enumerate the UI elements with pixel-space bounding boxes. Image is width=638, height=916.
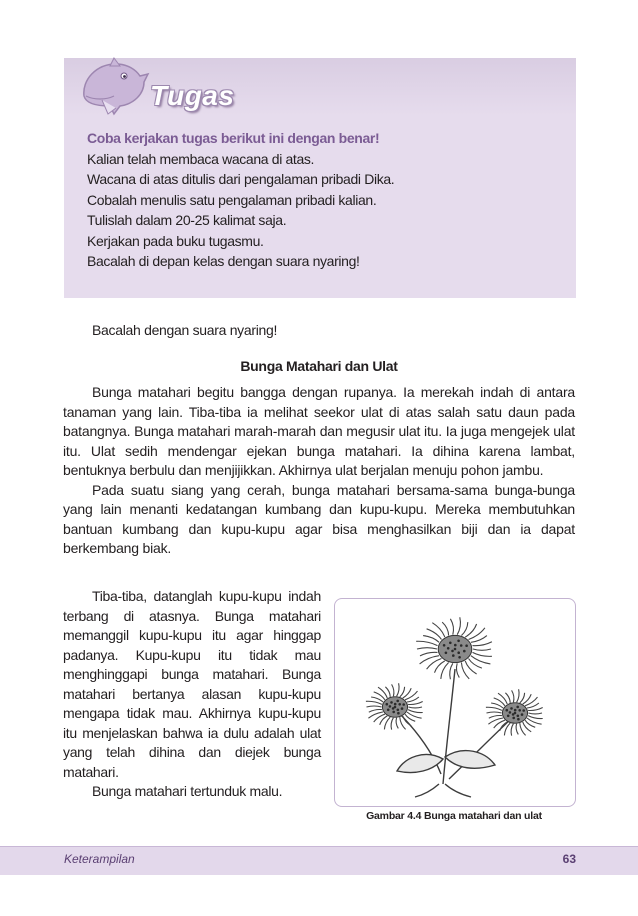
reading-instruction: Bacalah dengan suara nyaring! — [92, 322, 278, 338]
tugas-line: Wacana di atas ditulis dari pengalaman pribadi Dika. — [87, 171, 395, 187]
story-body-full-width — [63, 383, 575, 559]
sunflower-head — [416, 617, 492, 679]
sunflower-head — [366, 683, 423, 729]
dolphin-mascot-icon — [74, 56, 154, 118]
story-paragraph: Bunga matahari tertunduk malu. — [92, 783, 283, 799]
tugas-line: Tulislah dalam 20-25 kalimat saja. — [87, 212, 287, 228]
tugas-line: Bacalah di depan kelas dengan suara nyaring! — [87, 253, 360, 269]
tugas-lead-line: Coba kerjakan tugas berikut ini dengan benar! — [87, 130, 380, 146]
tugas-line: Cobalah menulis satu pengalaman pribadi kalian. — [87, 191, 377, 208]
footer-subject: Keterampilan — [64, 852, 135, 866]
figure-frame — [334, 598, 576, 807]
tugas-line: Kerjakan pada buku tugasmu. — [87, 232, 264, 249]
tugas-line: Kalian telah membaca wacana di atas. — [87, 150, 315, 167]
tugas-title: Tugas — [150, 80, 235, 111]
sunflower-head — [486, 689, 543, 735]
story-paragraph: Bunga matahari begitu bangga dengan rupanya. Ia merekah indah di antara tanaman yang lain. Tiba-tiba ia melihat seekor ulat di atas salah satu daun pada batangnya. Bunga matahari marah-marah dan megusir ulat itu. Ia juga mengejek ulat itu. Ulat sedih mendengar ejekan bunga matahari. Ia dihina karena lambat, bentuknya berbulu dan menjijikkan. Akhirnya ulat berjalan menuju pohon jambu. — [63, 384, 575, 478]
story-paragraph: Pada suatu siang yang cerah, bunga matahari bersama-sama bunga-bunga yang lain menanti kedatangan kumbang dan kupu-kupu. Mereka membutuhkan bantuan kumbang dan kupu-kupu agar bisa menghasilkan biji dan ia dapat berkembang biak. — [63, 481, 575, 556]
story-title: Bunga Matahari dan Ulat — [240, 358, 398, 374]
figure-caption: Gambar 4.4 Bunga matahari dan ulat — [366, 810, 542, 822]
story-paragraph: Tiba-tiba, datanglah kupu-kupu indah terbang di atasnya. Bunga matahari memanggil kupu-kupu itu agar hinggap padanya. Kupu-kupu itu tidak mau menghinggapi bunga matahari. Bunga matahari bertanya alasan kupu-kupu mengapa tidak mau. Akhirnya kupu-kupu itu menjelaskan bahwa ia dulu adalah ulat yang telah dihina dan diejek bunga matahari. — [63, 588, 321, 780]
page-number: 63 — [562, 852, 576, 866]
tugas-instructions — [87, 128, 557, 272]
story-body-column — [63, 587, 321, 802]
sunflower-illustration-icon — [335, 599, 575, 806]
